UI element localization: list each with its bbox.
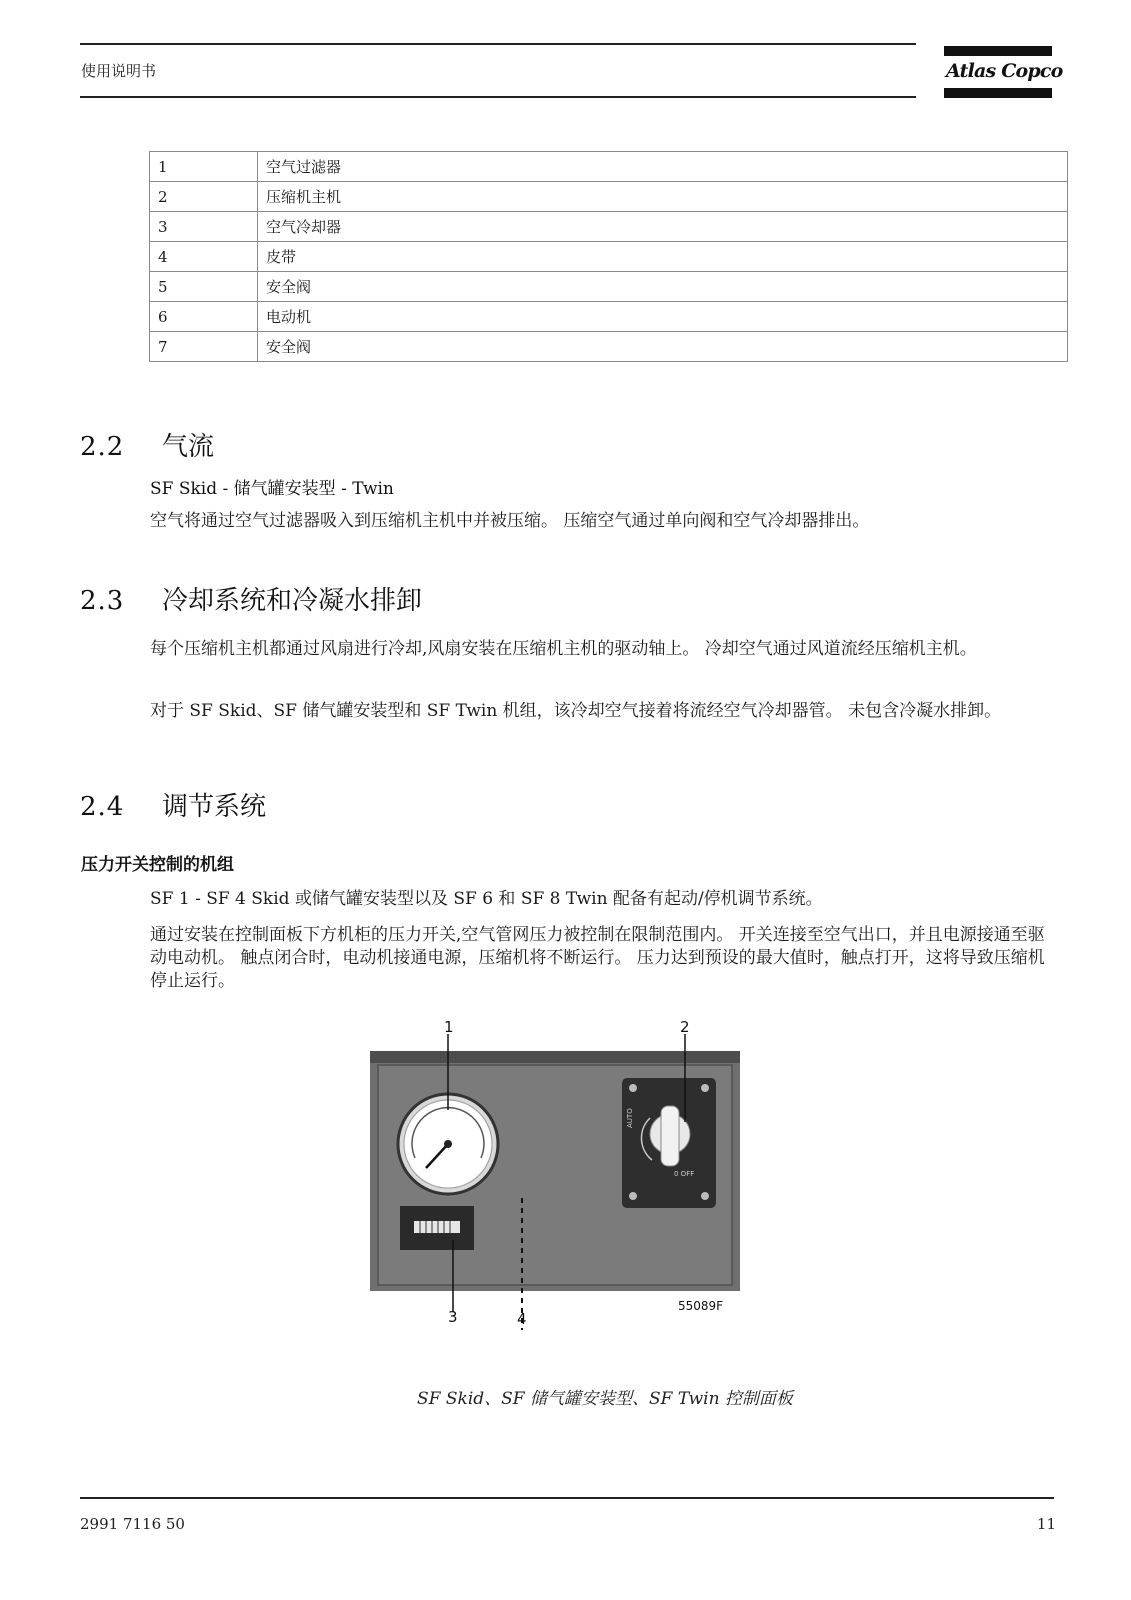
subsection-heading: 压力开关控制的机组 bbox=[81, 855, 234, 875]
row-name: 安全阀 bbox=[258, 332, 1068, 362]
section-number: 2.2 bbox=[80, 432, 125, 462]
row-number: 4 bbox=[150, 242, 258, 272]
row-name: 空气冷却器 bbox=[258, 212, 1068, 242]
row-number: 6 bbox=[150, 302, 258, 332]
section-number: 2.4 bbox=[80, 792, 125, 822]
figure-caption: SF Skid、SF 储气罐安装型、SF Twin 控制面板 bbox=[417, 1389, 793, 1409]
section-title: 调节系统 bbox=[162, 792, 267, 822]
paragraph: 空气将通过空气过滤器吸入到压缩机主机中并被压缩。 压缩空气通过单向阀和空气冷却器排出。 bbox=[150, 511, 870, 531]
paragraph: 对于 SF Skid、SF 储气罐安装型和 SF Twin 机组，该冷却空气接着将流经空气冷却器管。 未包含冷凝水排卸。 bbox=[150, 701, 1002, 721]
switch-auto-label: AUTO bbox=[626, 1108, 634, 1128]
control-panel-illustration bbox=[370, 1018, 770, 1360]
row-number: 5 bbox=[150, 272, 258, 302]
auto-off-switch-icon bbox=[622, 1078, 716, 1208]
table-row bbox=[150, 302, 1068, 332]
section-heading-2-3 bbox=[80, 580, 422, 617]
parts-table bbox=[149, 151, 1068, 362]
paragraph: 每个压缩机主机都通过风扇进行冷却,风扇安装在压缩机主机的驱动轴上。 冷却空气通过风道流经压缩机主机。 bbox=[150, 639, 977, 659]
table-row bbox=[150, 152, 1068, 182]
table-row bbox=[150, 212, 1068, 242]
section-number: 2.3 bbox=[80, 586, 125, 616]
atlas-copco-logo bbox=[944, 46, 1063, 100]
row-name: 电动机 bbox=[258, 302, 1068, 332]
footer-rule bbox=[80, 1497, 1054, 1499]
section-title: 气流 bbox=[162, 432, 215, 462]
page-number: 11 bbox=[1036, 1515, 1056, 1533]
callout-4: 4 bbox=[517, 1310, 527, 1328]
row-number: 2 bbox=[150, 182, 258, 212]
table-row bbox=[150, 182, 1068, 212]
section-title: 冷却系统和冷凝水排卸 bbox=[162, 586, 423, 616]
document-number: 2991 7116 50 bbox=[80, 1515, 185, 1533]
control-panel-figure bbox=[370, 1018, 770, 1360]
row-number: 3 bbox=[150, 212, 258, 242]
section-heading-2-2 bbox=[80, 426, 214, 463]
document-title: 使用说明书 bbox=[81, 62, 157, 80]
section-heading-2-4 bbox=[80, 786, 266, 823]
paragraph: SF 1 - SF 4 Skid 或储气罐安装型以及 SF 6 和 SF 8 Twin 配备有起动/停机调节系统。 bbox=[150, 889, 823, 909]
table-row bbox=[150, 242, 1068, 272]
row-name: 空气过滤器 bbox=[258, 152, 1068, 182]
row-number: 1 bbox=[150, 152, 258, 182]
header-top-rule bbox=[80, 43, 916, 45]
table-row bbox=[150, 332, 1068, 362]
row-number: 7 bbox=[150, 332, 258, 362]
hour-counter-icon bbox=[400, 1206, 474, 1250]
callout-1: 1 bbox=[444, 1018, 454, 1036]
callout-2: 2 bbox=[680, 1018, 690, 1036]
section-subtitle: SF Skid - 储气罐安装型 - Twin bbox=[150, 479, 394, 499]
switch-off-label: 0 OFF bbox=[674, 1170, 695, 1178]
figure-code: 55089F bbox=[678, 1299, 724, 1313]
row-name: 压缩机主机 bbox=[258, 182, 1068, 212]
row-name: 皮带 bbox=[258, 242, 1068, 272]
callout-3: 3 bbox=[448, 1308, 458, 1326]
paragraph: 通过安装在控制面板下方机柜的压力开关,空气管网压力被控制在限制范围内。 开关连接至空气出口，并且电源接通至驱动电动机。 触点闭合时，电动机接通电源，压缩机将不断运行。 压力达到预设的最大值时，触点打开，这将导致压缩机停止运行。 bbox=[150, 925, 1045, 991]
table-row bbox=[150, 272, 1068, 302]
row-name: 安全阀 bbox=[258, 272, 1068, 302]
logo-text: Atlas Copco bbox=[946, 60, 1063, 82]
header-bottom-rule bbox=[80, 96, 916, 98]
